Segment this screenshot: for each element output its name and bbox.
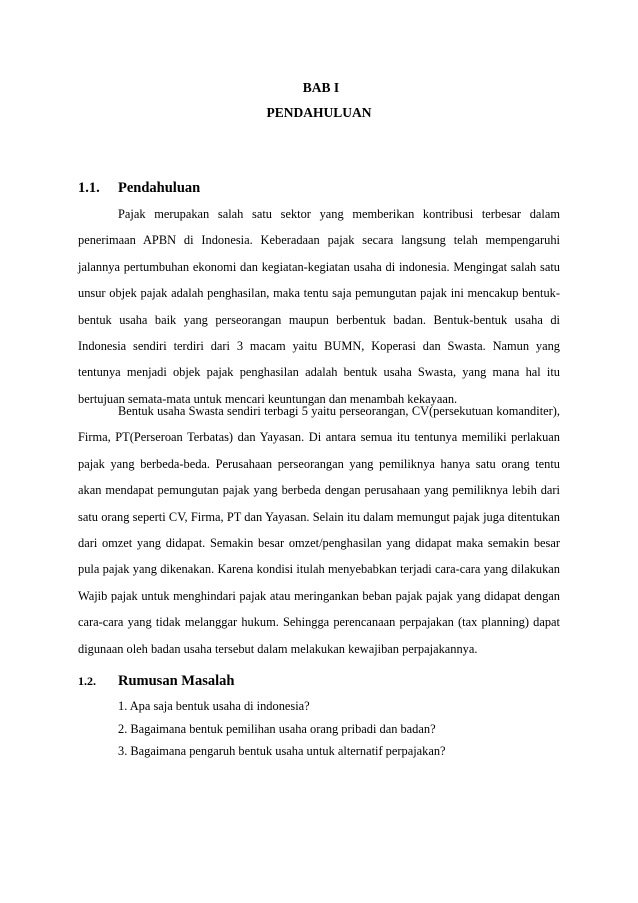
chapter-title: PENDAHULUAN	[266, 105, 372, 120]
chapter-label: BAB I	[302, 80, 340, 95]
section-heading-1-1	[78, 179, 200, 197]
paragraph-2	[78, 398, 560, 662]
section-title: Pendahuluan	[118, 180, 201, 196]
list-item: 3. Bagaimana pengaruh bentuk usaha untuk alternatif perpajakan?	[118, 744, 446, 758]
list-item: 1. Apa saja bentuk usaha di indonesia?	[118, 699, 310, 713]
section-heading-1-2	[78, 672, 234, 690]
paragraph-1	[78, 201, 560, 412]
section-number: 1.1.	[78, 180, 100, 196]
section-title: Rumusan Masalah	[118, 673, 235, 689]
section-number: 1.2.	[78, 674, 96, 688]
paragraph-2-text: Bentuk usaha Swasta sendiri terbagi 5 yaitu perseorangan, CV(persekutuan komanditer), Firma, PT(Perseroan Terbatas) dan Yayasan. Di antara semua itu tentunya memiliki perlakuan pajak yang berbeda-beda. Perusahaan perseorangan yang pemiliknya hanya satu orang tentu akan mendapat pemungutan pajak yang berbeda dengan perusahaan yang pemiliknya lebih dari satu orang seperti CV, Firma, PT dan Yayasan. Selain itu dalam memungut pajak juga ditentukan dari omzet yang didapat. Semakin besar omzet/penghasilan yang didapat maka semakin besar pula pajak yang dikenakan. Karena kondisi itulah menyebabkan terjadi cara-cara yang dilakukan Wajib pajak untuk menghindari pajak atau meringankan beban pajak pajak yang didapat dengan cara-cara yang tidak melanggar hukum. Sehingga perencanaan perpajakan (tax planning) dapat digunaan oleh badan usaha tersebut dalam melakukan kewajiban perpajakannya.	[78, 404, 560, 656]
problem-list	[118, 695, 446, 763]
paragraph-1-text: Pajak merupakan salah satu sektor yang memberikan kontribusi terbesar dalam penerimaan APBN di Indonesia. Keberadaan pajak secara langsung telah mempengaruhi jalannya pertumbuhan ekonomi dan kegiatan-kegiatan usaha di indonesia. Mengingat salah satu unsur objek pajak adalah penghasilan, maka tentu saja pemungutan pajak ini mencakup bentuk-bentuk usaha baik yang perseorangan maupun berbentuk badan. Bentuk-bentuk usaha di Indonesia sendiri terdiri dari 3 macam yaitu BUMN, Koperasi dan Swasta. Namun yang tentunya menjadi objek pajak penghasilan adalah bentuk usaha Swasta, yang mana hal itu bertujuan semata-mata untuk mencari keuntungan dan menambah kekayaan.	[78, 207, 560, 406]
list-item: 2. Bagaimana bentuk pemilihan usaha orang pribadi dan badan?	[118, 721, 436, 736]
